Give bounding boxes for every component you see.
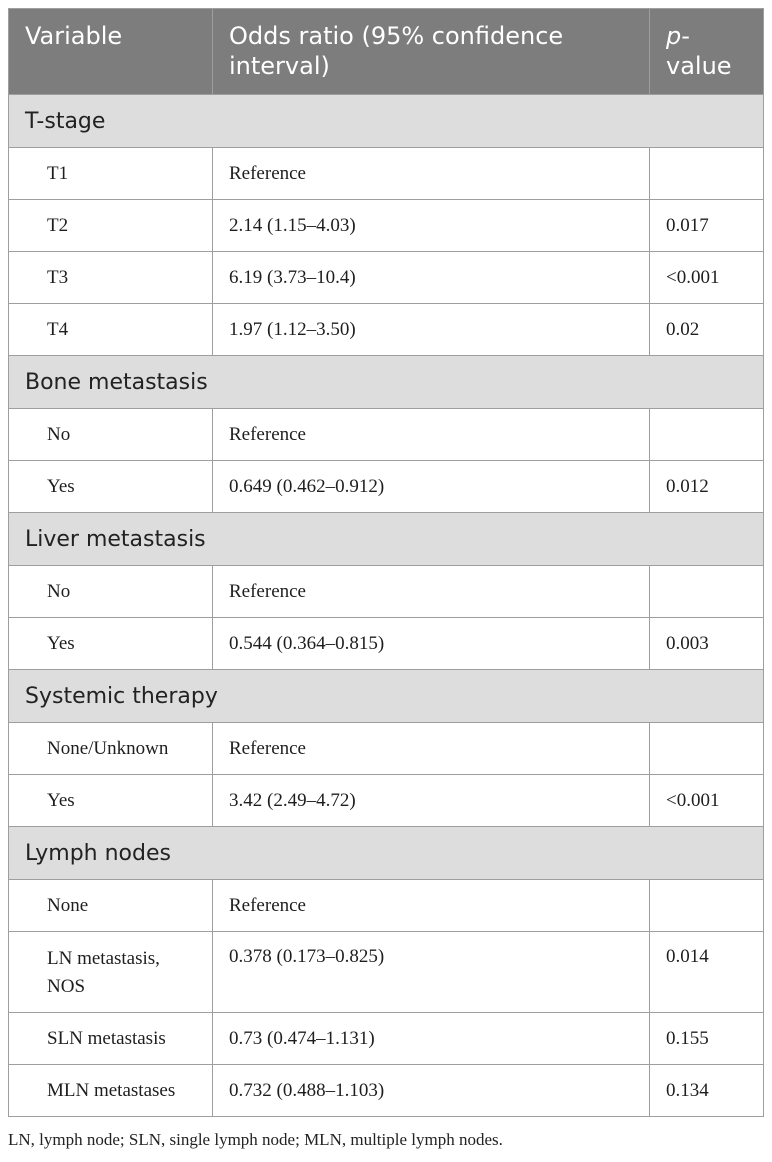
table-row: [9, 566, 764, 618]
section-row-t-stage: [9, 95, 764, 148]
cell-p-value: 0.02: [650, 304, 764, 356]
table-row: [9, 461, 764, 513]
cell-variable: LN metastasis, NOS: [9, 932, 213, 1013]
cell-odds-ratio: 0.732 (0.488–1.103): [213, 1065, 650, 1117]
section-title: Lymph nodes: [9, 827, 764, 880]
section-row-bone-metastasis: [9, 356, 764, 409]
section-row-lymph-nodes: [9, 827, 764, 880]
odds-ratio-table: [8, 8, 764, 1117]
cell-variable: T4: [9, 304, 213, 356]
header-p-italic: p: [666, 22, 682, 50]
cell-odds-ratio: Reference: [213, 723, 650, 775]
cell-p-value: [650, 723, 764, 775]
cell-p-value: <0.001: [650, 775, 764, 827]
table-header-row: [9, 9, 764, 95]
cell-variable: No: [9, 566, 213, 618]
cell-p-value: 0.134: [650, 1065, 764, 1117]
cell-odds-ratio: 0.649 (0.462–0.912): [213, 461, 650, 513]
cell-variable: SLN metastasis: [9, 1013, 213, 1065]
cell-p-value: [650, 880, 764, 932]
cell-variable: None/Unknown: [9, 723, 213, 775]
cell-p-value: [650, 566, 764, 618]
cell-p-value: 0.155: [650, 1013, 764, 1065]
cell-variable: None: [9, 880, 213, 932]
cell-odds-ratio: Reference: [213, 409, 650, 461]
cell-odds-ratio: 6.19 (3.73–10.4): [213, 252, 650, 304]
cell-p-value: [650, 148, 764, 200]
table-row: [9, 880, 764, 932]
cell-odds-ratio: Reference: [213, 880, 650, 932]
table-row: [9, 932, 764, 1013]
header-p-value: [650, 9, 764, 95]
cell-p-value: <0.001: [650, 252, 764, 304]
cell-variable: MLN metastases: [9, 1065, 213, 1117]
cell-p-value: 0.017: [650, 200, 764, 252]
table-row: [9, 1013, 764, 1065]
table-row: [9, 200, 764, 252]
cell-odds-ratio: 1.97 (1.12–3.50): [213, 304, 650, 356]
section-title: Bone metastasis: [9, 356, 764, 409]
table-row: [9, 618, 764, 670]
table-footnote: LN, lymph node; SLN, single lymph node; MLN, multiple lymph nodes.: [8, 1130, 503, 1149]
cell-variable: Yes: [9, 775, 213, 827]
section-title: Liver metastasis: [9, 513, 764, 566]
cell-variable: Yes: [9, 618, 213, 670]
cell-odds-ratio: 3.42 (2.49–4.72): [213, 775, 650, 827]
cell-variable: T1: [9, 148, 213, 200]
section-title: Systemic therapy: [9, 670, 764, 723]
section-title: T-stage: [9, 95, 764, 148]
table-row: [9, 252, 764, 304]
table-row: [9, 775, 764, 827]
section-row-liver-metastasis: [9, 513, 764, 566]
cell-p-value: 0.014: [650, 932, 764, 1013]
header-variable: Variable: [9, 9, 213, 95]
cell-odds-ratio: Reference: [213, 148, 650, 200]
cell-variable: T2: [9, 200, 213, 252]
header-p-rest: -value: [666, 22, 732, 80]
odds-ratio-table-container: [8, 8, 763, 1117]
cell-odds-ratio: 0.378 (0.173–0.825): [213, 932, 650, 1013]
cell-odds-ratio: 0.544 (0.364–0.815): [213, 618, 650, 670]
cell-variable: Yes: [9, 461, 213, 513]
section-row-systemic-therapy: [9, 670, 764, 723]
cell-odds-ratio: Reference: [213, 566, 650, 618]
cell-variable: T3: [9, 252, 213, 304]
cell-odds-ratio: 2.14 (1.15–4.03): [213, 200, 650, 252]
table-row: [9, 409, 764, 461]
table-row: [9, 1065, 764, 1117]
table-row: [9, 148, 764, 200]
cell-odds-ratio: 0.73 (0.474–1.131): [213, 1013, 650, 1065]
cell-p-value: 0.012: [650, 461, 764, 513]
cell-p-value: 0.003: [650, 618, 764, 670]
table-row: [9, 723, 764, 775]
cell-variable: No: [9, 409, 213, 461]
cell-p-value: [650, 409, 764, 461]
table-row: [9, 304, 764, 356]
header-odds-ratio: Odds ratio (95% confidence interval): [213, 9, 650, 95]
